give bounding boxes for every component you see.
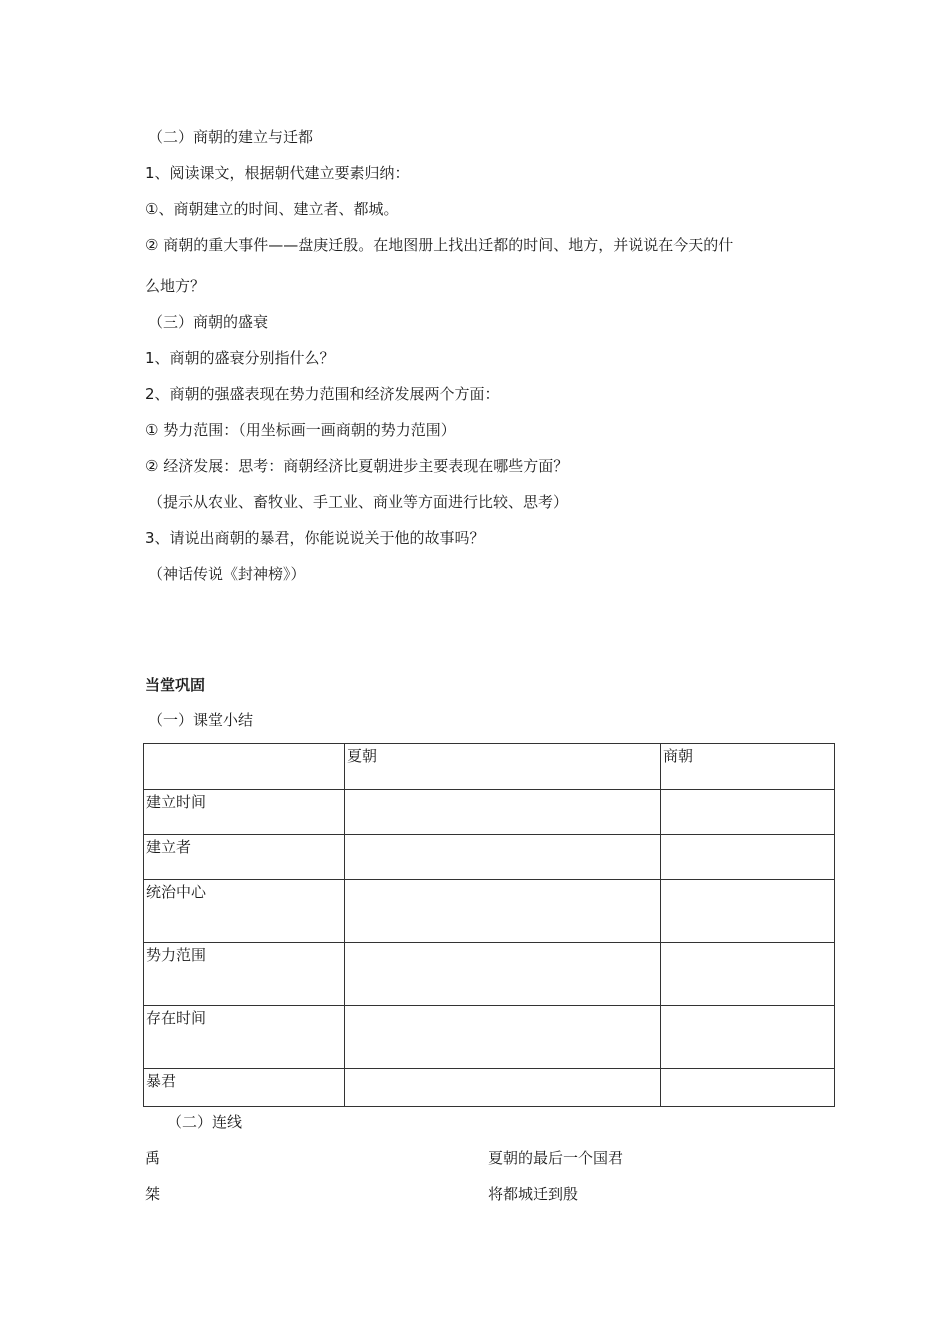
- row-label: 建立时间: [144, 790, 345, 835]
- matching-right-1: 夏朝的最后一个国君: [488, 1149, 624, 1167]
- row-label: 势力范围: [144, 943, 345, 1006]
- table-header-cell: 夏朝: [345, 744, 661, 790]
- table-cell: [345, 790, 661, 835]
- summary-title: （一）课堂小结: [148, 711, 254, 729]
- section-3-question-1: 1、商朝的盛衰分别指什么？: [145, 349, 335, 367]
- table-cell: [345, 1069, 661, 1107]
- section-2-item-2-line-1: ② 商朝的重大事件——盘庚迁殷。在地图册上找出迁都的时间、地方，并说说在今天的什: [145, 236, 734, 254]
- matching-title: （二）连线: [167, 1113, 243, 1131]
- section-2-item-1: ①、商朝建立的时间、建立者、都城。: [145, 200, 399, 218]
- section-3-item-1: ① 势力范围：（用坐标画一画商朝的势力范围）: [145, 421, 456, 439]
- section-3-item-2: ② 经济发展：思考：商朝经济比夏朝进步主要表现在哪些方面？: [145, 457, 569, 475]
- row-label: 暴君: [144, 1069, 345, 1107]
- table-cell: [345, 880, 661, 943]
- matching-right-2: 将都城迁到殷: [488, 1185, 579, 1203]
- section-2-question-1: 1、阅读课文，根据朝代建立要素归纳：: [145, 164, 410, 182]
- table-cell: [661, 1006, 835, 1069]
- table-cell: [345, 1006, 661, 1069]
- table-row: [144, 790, 835, 835]
- table-cell: [345, 943, 661, 1006]
- consolidation-heading: 当堂巩固: [145, 676, 206, 694]
- table-cell: [345, 835, 661, 880]
- section-3-question-2: 2、商朝的强盛表现在势力范围和经济发展两个方面：: [145, 385, 500, 403]
- table-header-cell: 商朝: [661, 744, 835, 790]
- section-3-hint: （提示从农业、畜牧业、手工业、商业等方面进行比较、思考）: [148, 493, 569, 511]
- table-row: [144, 1006, 835, 1069]
- table-cell: [661, 943, 835, 1006]
- table-cell: [661, 880, 835, 943]
- section-2-item-2-line-2: 么地方？: [145, 277, 206, 295]
- matching-left-2: 桀: [145, 1185, 161, 1203]
- summary-table: [143, 743, 835, 1107]
- table-row: [144, 880, 835, 943]
- table-cell: [661, 1069, 835, 1107]
- row-label: 存在时间: [144, 1006, 345, 1069]
- table-header-row: [144, 744, 835, 790]
- matching-left-1: 禹: [145, 1149, 161, 1167]
- table-header-cell: [144, 744, 345, 790]
- section-2-title: （二）商朝的建立与迁都: [148, 128, 314, 146]
- table-row: [144, 835, 835, 880]
- row-label: 建立者: [144, 835, 345, 880]
- section-3-question-3-hint: （神话传说《封神榜》）: [148, 565, 306, 583]
- table-cell: [661, 790, 835, 835]
- row-label: 统治中心: [144, 880, 345, 943]
- section-3-title: （三）商朝的盛衰: [148, 313, 269, 331]
- table-row: [144, 943, 835, 1006]
- table-cell: [661, 835, 835, 880]
- table-row: [144, 1069, 835, 1107]
- section-3-question-3: 3、请说出商朝的暴君，你能说说关于他的故事吗？: [145, 529, 485, 547]
